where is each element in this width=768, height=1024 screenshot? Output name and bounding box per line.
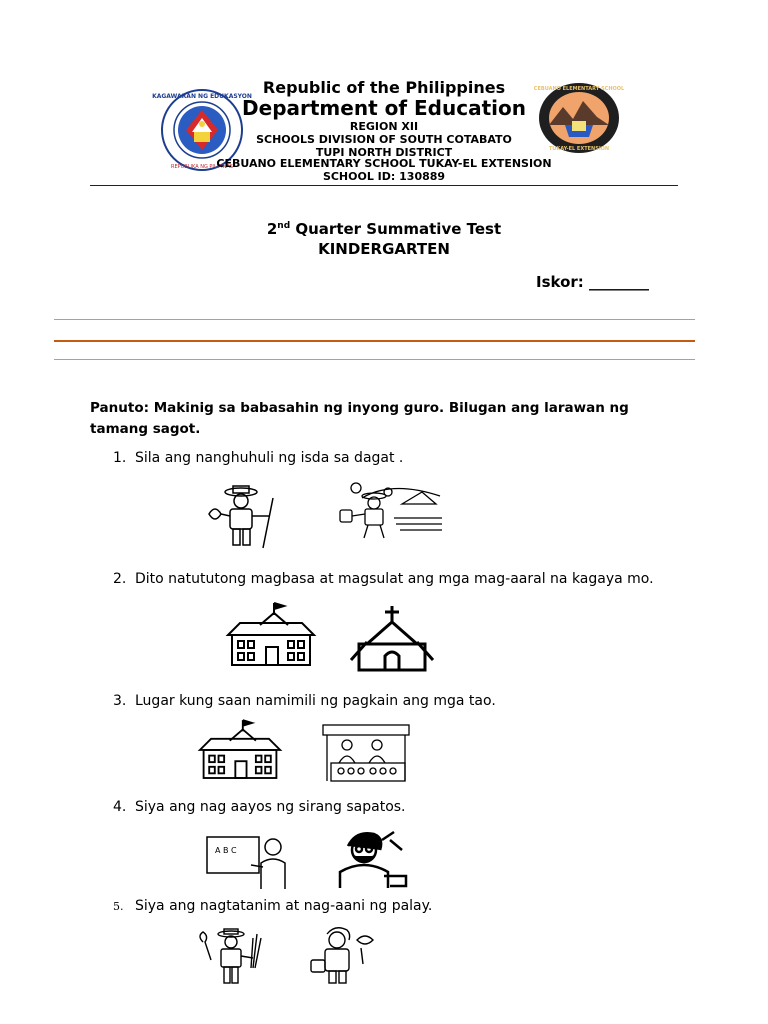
header-school-id: SCHOOL ID: 130889 <box>322 170 446 183</box>
question-1: 1. Sila ang nanghuhuli ng isda sa dagat . <box>113 450 404 466</box>
svg-text:A B C: A B C <box>215 846 237 855</box>
instructions: Panuto: Makinig sa babasahin ng inyong guro. Bilugan ang larawan ng tamang sagot. <box>90 400 629 437</box>
svg-text:TUKAY-EL EXTENSION: TUKAY-EL EXTENSION <box>548 146 610 152</box>
teacher-icon[interactable] <box>205 831 295 889</box>
header-republic: Republic of the Philippines <box>262 78 506 97</box>
name-line-middle <box>54 340 695 342</box>
school-icon[interactable] <box>198 718 282 782</box>
svg-text:REPUBLIKA NG PILIPINAS: REPUBLIKA NG PILIPINAS <box>171 164 233 170</box>
header-region: REGION XII <box>349 120 419 133</box>
farmer-icon[interactable] <box>332 478 444 540</box>
test-level: KINDERGARTEN <box>318 240 450 258</box>
school-icon[interactable] <box>226 601 316 669</box>
test-title: 2nd Quarter Summative Test <box>266 220 502 238</box>
fisherman-icon[interactable] <box>203 484 287 552</box>
question-3: 3. Lugar kung saan namimili ng pagkain ang mga tao. <box>113 693 496 709</box>
svg-text:CEBUANO ELEMENTARY SCHOOL: CEBUANO ELEMENTARY SCHOOL <box>533 86 625 92</box>
question-4: 4. Siya ang nag aayos ng sirang sapatos. <box>113 799 406 815</box>
score-field[interactable]: Iskor: ________ <box>536 273 650 291</box>
name-line-top <box>54 319 695 320</box>
farmer-icon[interactable] <box>191 928 271 986</box>
header-department: Department of Education <box>242 96 526 120</box>
header-division: SCHOOLS DIVISION OF SOUTH COTABATO <box>256 133 512 146</box>
name-line-bottom <box>54 359 695 360</box>
market-icon[interactable] <box>321 723 411 783</box>
header-school: CEBUANO ELEMENTARY SCHOOL TUKAY-EL EXTENSION <box>216 157 552 170</box>
header-divider <box>90 185 678 186</box>
question-5: 5. Siya ang nagtatanim at nag-aani ng palay. <box>113 898 433 914</box>
shoemaker-icon[interactable] <box>332 828 410 888</box>
header-district: TUPI NORTH DISTRICT <box>315 146 453 159</box>
svg-text:KAGAWARAN NG EDUKASYON: KAGAWARAN NG EDUKASYON <box>152 93 252 100</box>
fishmonger-icon[interactable] <box>305 924 377 986</box>
church-icon[interactable] <box>347 604 437 672</box>
question-2: 2. Dito natututong magbasa at magsulat ang mga mag-aaral na kagaya mo. <box>113 571 654 587</box>
